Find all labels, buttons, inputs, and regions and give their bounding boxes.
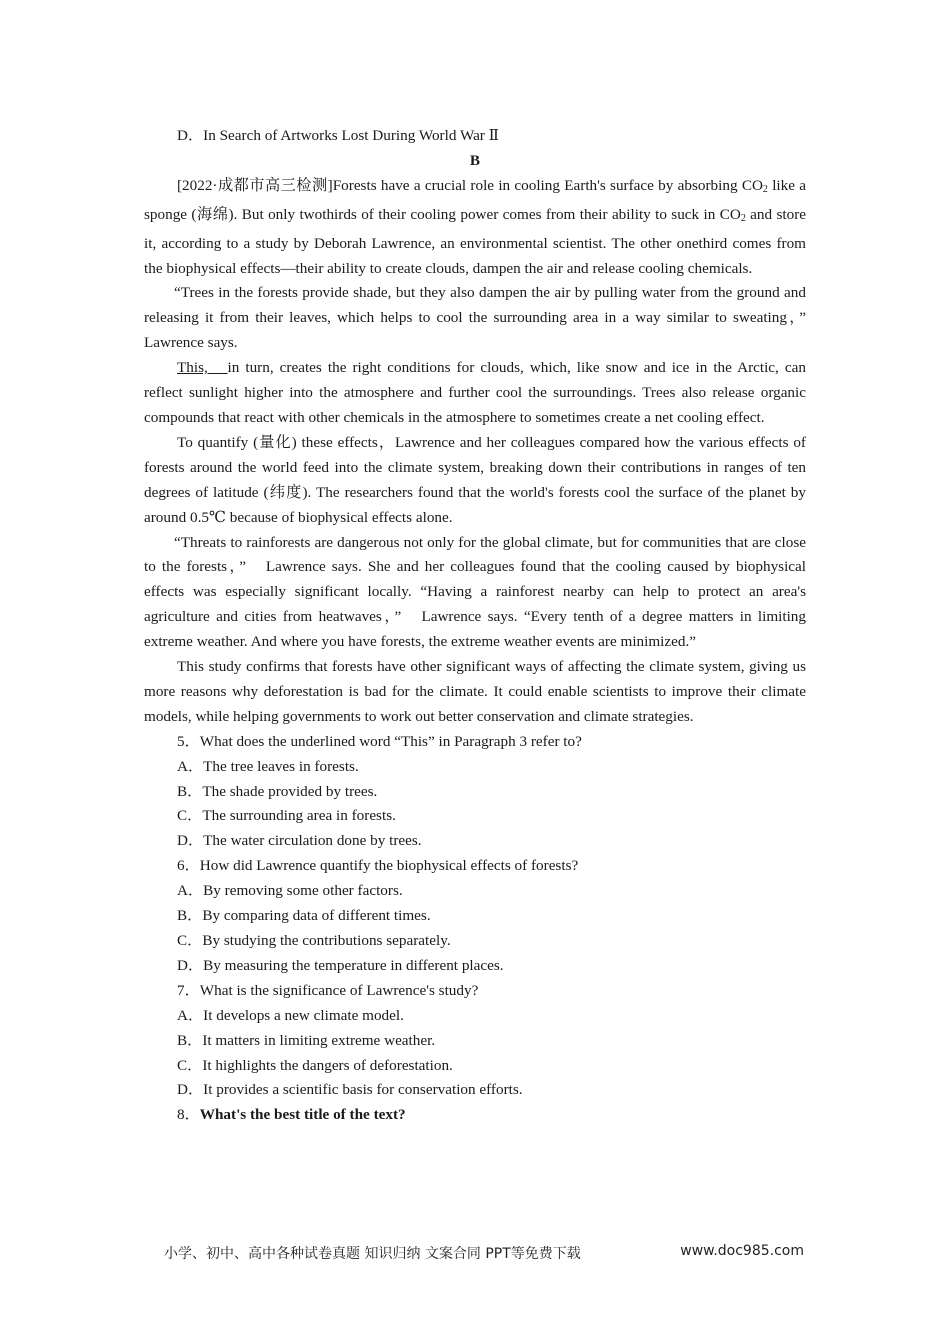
paragraph-4: To quantify (量化) these effects，Lawrence and her colleagues compared how the various effects of forests around the world feed into the climate system, breaking down their contributions in ranges of ten degrees of latitude (纬度). The researchers found that the world's forests cool the surface of the planet by around 0.5℃ because of biophysical effects alone. xyxy=(144,433,806,526)
option-c: C．By studying the contributions separately. xyxy=(177,932,451,949)
underlined-word: This, xyxy=(177,359,228,377)
option-c: C．The surrounding area in forests. xyxy=(177,807,396,825)
question-stem: 6．How did Lawrence quantify the biophysical effects of forests? xyxy=(177,857,579,875)
question-stem: 8．What's the best title of the text? xyxy=(177,1106,406,1124)
question-7 xyxy=(144,979,806,1104)
option-a: A．The tree leaves in forests. xyxy=(177,757,359,775)
footer-promo-text: 小学、初中、高中各种试卷真题 知识归纳 文案合同 PPT等免费下载 xyxy=(164,1246,581,1262)
option-a: A．It develops a new climate model. xyxy=(177,1006,404,1024)
option-b: B．The shade provided by trees. xyxy=(177,782,378,800)
option-a: A．By removing some other factors. xyxy=(177,882,403,900)
paragraph-1: [2022·成都市高三检测]Forests have a crucial role in cooling Earth's surface by absorbing $CO_2$ like a sponge (海绵). But only twothirds of their cooling power comes from their ability to suck in $CO_2$ and store it, according to a study by Deborah Lawrence, an environmental scientist. The other onethird comes from the biophysical effects—their ability to create clouds, dampen the air and release cooling chemicals. xyxy=(144,176,807,277)
paragraph-3: This, in turn, creates the right conditions for clouds, which, like snow and ice in the Arctic, can reflect sunlight higher into the atmosphere and further cool the surroundings. Trees also release organic compounds that react with other chemicals in the atmosphere to sometimes create a net cooling effect. xyxy=(144,359,806,426)
footer-website-link[interactable]: www.doc985.com xyxy=(680,1243,804,1259)
source-tag: [2022·成都市高三检测] xyxy=(177,176,333,194)
question-5 xyxy=(144,730,806,855)
previous-option-d: D．In Search of Artworks Lost During World War Ⅱ xyxy=(177,127,499,144)
option-d: D．By measuring the temperature in different places. xyxy=(177,956,504,974)
option-d: D．The water circulation done by trees. xyxy=(177,832,422,850)
paragraph-5: “Threats to rainforests are dangerous not only for the global climate, but for communities that are close to the forests，” Lawrence says. She and her colleagues found that the cooling caused by biophysical effects was especially significant locally. “Having a rainforest nearby can help to protect an area's agriculture and cities from heatwaves，” Lawrence says. “Every tenth of a degree matters in limiting extreme weather. And where you have forests, the extreme weather events are minimized.” xyxy=(144,533,806,651)
question-6 xyxy=(144,854,806,979)
option-d: D．It provides a scientific basis for conservation efforts. xyxy=(177,1081,523,1099)
option-b: B．By comparing data of different times. xyxy=(177,907,431,925)
question-8 xyxy=(144,1103,806,1128)
document-page xyxy=(144,124,822,1128)
section-label: B xyxy=(469,151,481,169)
paragraph-2: “Trees in the forests provide shade, but they also dampen the air by pulling water from the ground and releasing it from their leaves, which helps to cool the surrounding area in a way similar to sweating，” Lawrence says. xyxy=(144,284,822,352)
page-footer xyxy=(164,1243,804,1263)
option-b: B．It matters in limiting extreme weather. xyxy=(177,1031,436,1049)
paragraph-6: This study confirms that forests have other significant ways of affecting the climate system, giving us more reasons why deforestation is bad for the climate. It could enable scientists to improve their climate models, while helping governments to work out better conservation and climate strategies. xyxy=(144,658,806,725)
question-stem: 7．What is the significance of Lawrence's study? xyxy=(177,981,479,999)
option-c: C．It highlights the dangers of deforestation. xyxy=(177,1056,453,1074)
question-stem: 5．What does the underlined word “This” in Paragraph 3 refer to? xyxy=(177,732,582,750)
